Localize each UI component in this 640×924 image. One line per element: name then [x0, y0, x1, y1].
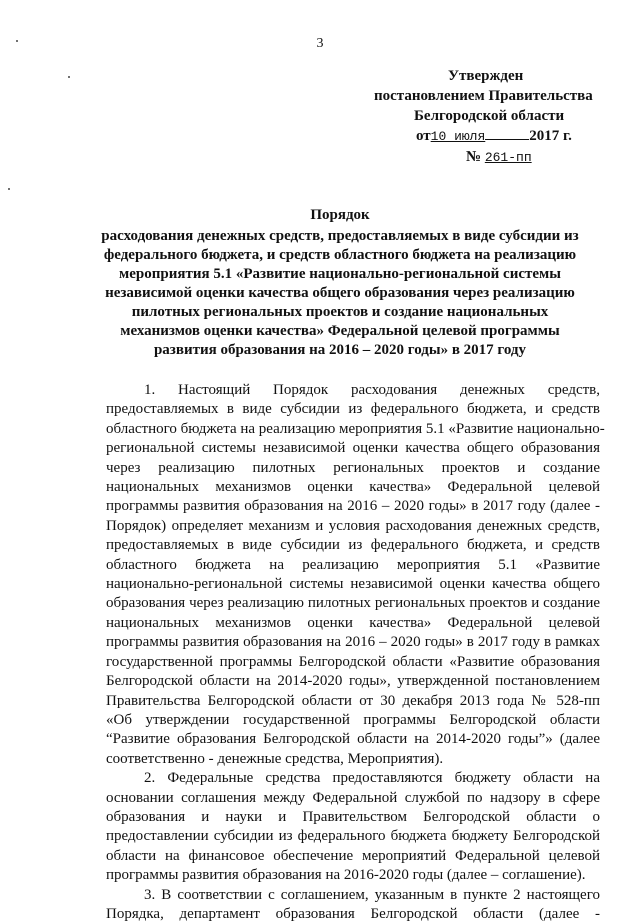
text-line: Порядок) определяет механизм и условия расходования денежных средств,: [106, 517, 600, 534]
text-line: «Об утверждении государственной программы Белгородской области: [106, 711, 600, 728]
approval-authority: постановлением Правительства: [374, 88, 593, 104]
text-line: образования и науки и Правительством Белгородской области о: [106, 808, 600, 825]
approval-title: Утвержден: [448, 68, 524, 84]
title-line: расходования денежных средств, предоставляемых в виде субсидии из: [101, 228, 579, 244]
text-line: областного бюджета на реализацию мероприятия 5.1 «Развитие национально-: [106, 420, 605, 437]
approval-number-line: [370, 147, 620, 168]
text-line: программы развития образования на 2016 – 2020 годы» в 2017 году в рамках: [106, 634, 600, 651]
text-line: национальных механизмов оценки качества» Федеральной целевой: [106, 479, 600, 496]
title-line: федерального бюджета, и средств областного бюджета на реализацию: [103, 247, 577, 263]
title-line: пилотных региональных проектов и создание национальных: [131, 304, 549, 320]
text-line: образования через реализацию пилотных региональных проектов и создание: [106, 595, 600, 612]
title-line: независимой оценки качества общего образования через реализацию: [105, 285, 575, 301]
paragraph-2: [106, 769, 600, 885]
text-line: национально-региональной системы независимой оценки качества общего: [106, 576, 600, 593]
text-line: Правительства Белгородской области от 30 декабря 2013 года № 528-пп: [106, 692, 600, 709]
title-line: механизмов оценки качества» Федеральной целевой программы: [120, 323, 560, 339]
text-line: национальных механизмов оценки качества» Федеральной целевой: [106, 614, 600, 631]
text-line: через реализацию пилотных региональных проектов и создание: [106, 459, 600, 476]
approval-number: 261-пп: [484, 150, 532, 165]
text-line: Белгородской области на 2014-2020 годы», утвержденной постановлением: [106, 673, 600, 690]
text-line: основании соглашения между Федеральной службой по надзору в сфере: [106, 789, 600, 806]
scan-speck: [68, 76, 70, 78]
text-line: Порядка, департамент образования Белгородской области (далее -: [106, 905, 600, 922]
text-line: региональной системы независимой оценки качества общего образования: [106, 440, 600, 457]
title-line: мероприятия 5.1 «Развитие национально-региональной системы: [119, 266, 561, 282]
approval-date: 10 июля: [430, 129, 486, 144]
text-line: 3. В соответствии с соглашением, указанным в пункте 2 настоящего: [144, 886, 600, 903]
document-title: [100, 206, 580, 360]
text-line: предоставляемых в виде субсидии из федерального бюджета, и средств: [106, 537, 600, 554]
approval-stamp-block: [370, 66, 620, 168]
text-line: предоставляемых в виде субсидии из федерального бюджета, и средств: [106, 401, 600, 418]
approval-date-prefix: от: [416, 128, 431, 144]
title-line: развития образования на 2016 – 2020 годы» в 2017 году: [153, 342, 527, 358]
approval-date-line: [370, 126, 620, 147]
text-line: государственной программы Белгородской области «Развитие образования: [106, 653, 600, 670]
text-line: 2. Федеральные средства предоставляются бюджету области на: [144, 770, 600, 787]
approval-region: Белгородской области: [414, 108, 565, 124]
text-line: “Развитие образования Белгородской области на 2014-2020 годы”» (далее: [106, 731, 600, 748]
approval-number-prefix: №: [466, 149, 482, 165]
scan-speck: [8, 188, 10, 190]
document-heading: Порядок: [310, 207, 370, 223]
text-line: областного бюджета на реализацию мероприятия 5.1 «Развитие: [106, 556, 600, 573]
text-line: области на финансовое обеспечение мероприятий Федеральной целевой: [106, 847, 600, 864]
scan-speck: [16, 40, 18, 42]
text-line: программы развития образования на 2016 – 2020 годы» в 2017 году (далее -: [106, 498, 600, 515]
text-line: предоставлении субсидии из федерального бюджета бюджету Белгородской: [106, 828, 600, 845]
document-body: [106, 381, 605, 924]
paragraph-1: [106, 381, 605, 769]
text-line: соответственно - денежные средства, Мероприятия).: [106, 750, 444, 767]
page-number: 3: [316, 36, 324, 51]
text-line: 1. Настоящий Порядок расходования денежных средств,: [144, 382, 600, 398]
approval-year: 2017 г.: [529, 128, 572, 144]
text-line: программы развития образования на 2016-2020 годы (далее – соглашение).: [106, 867, 586, 884]
